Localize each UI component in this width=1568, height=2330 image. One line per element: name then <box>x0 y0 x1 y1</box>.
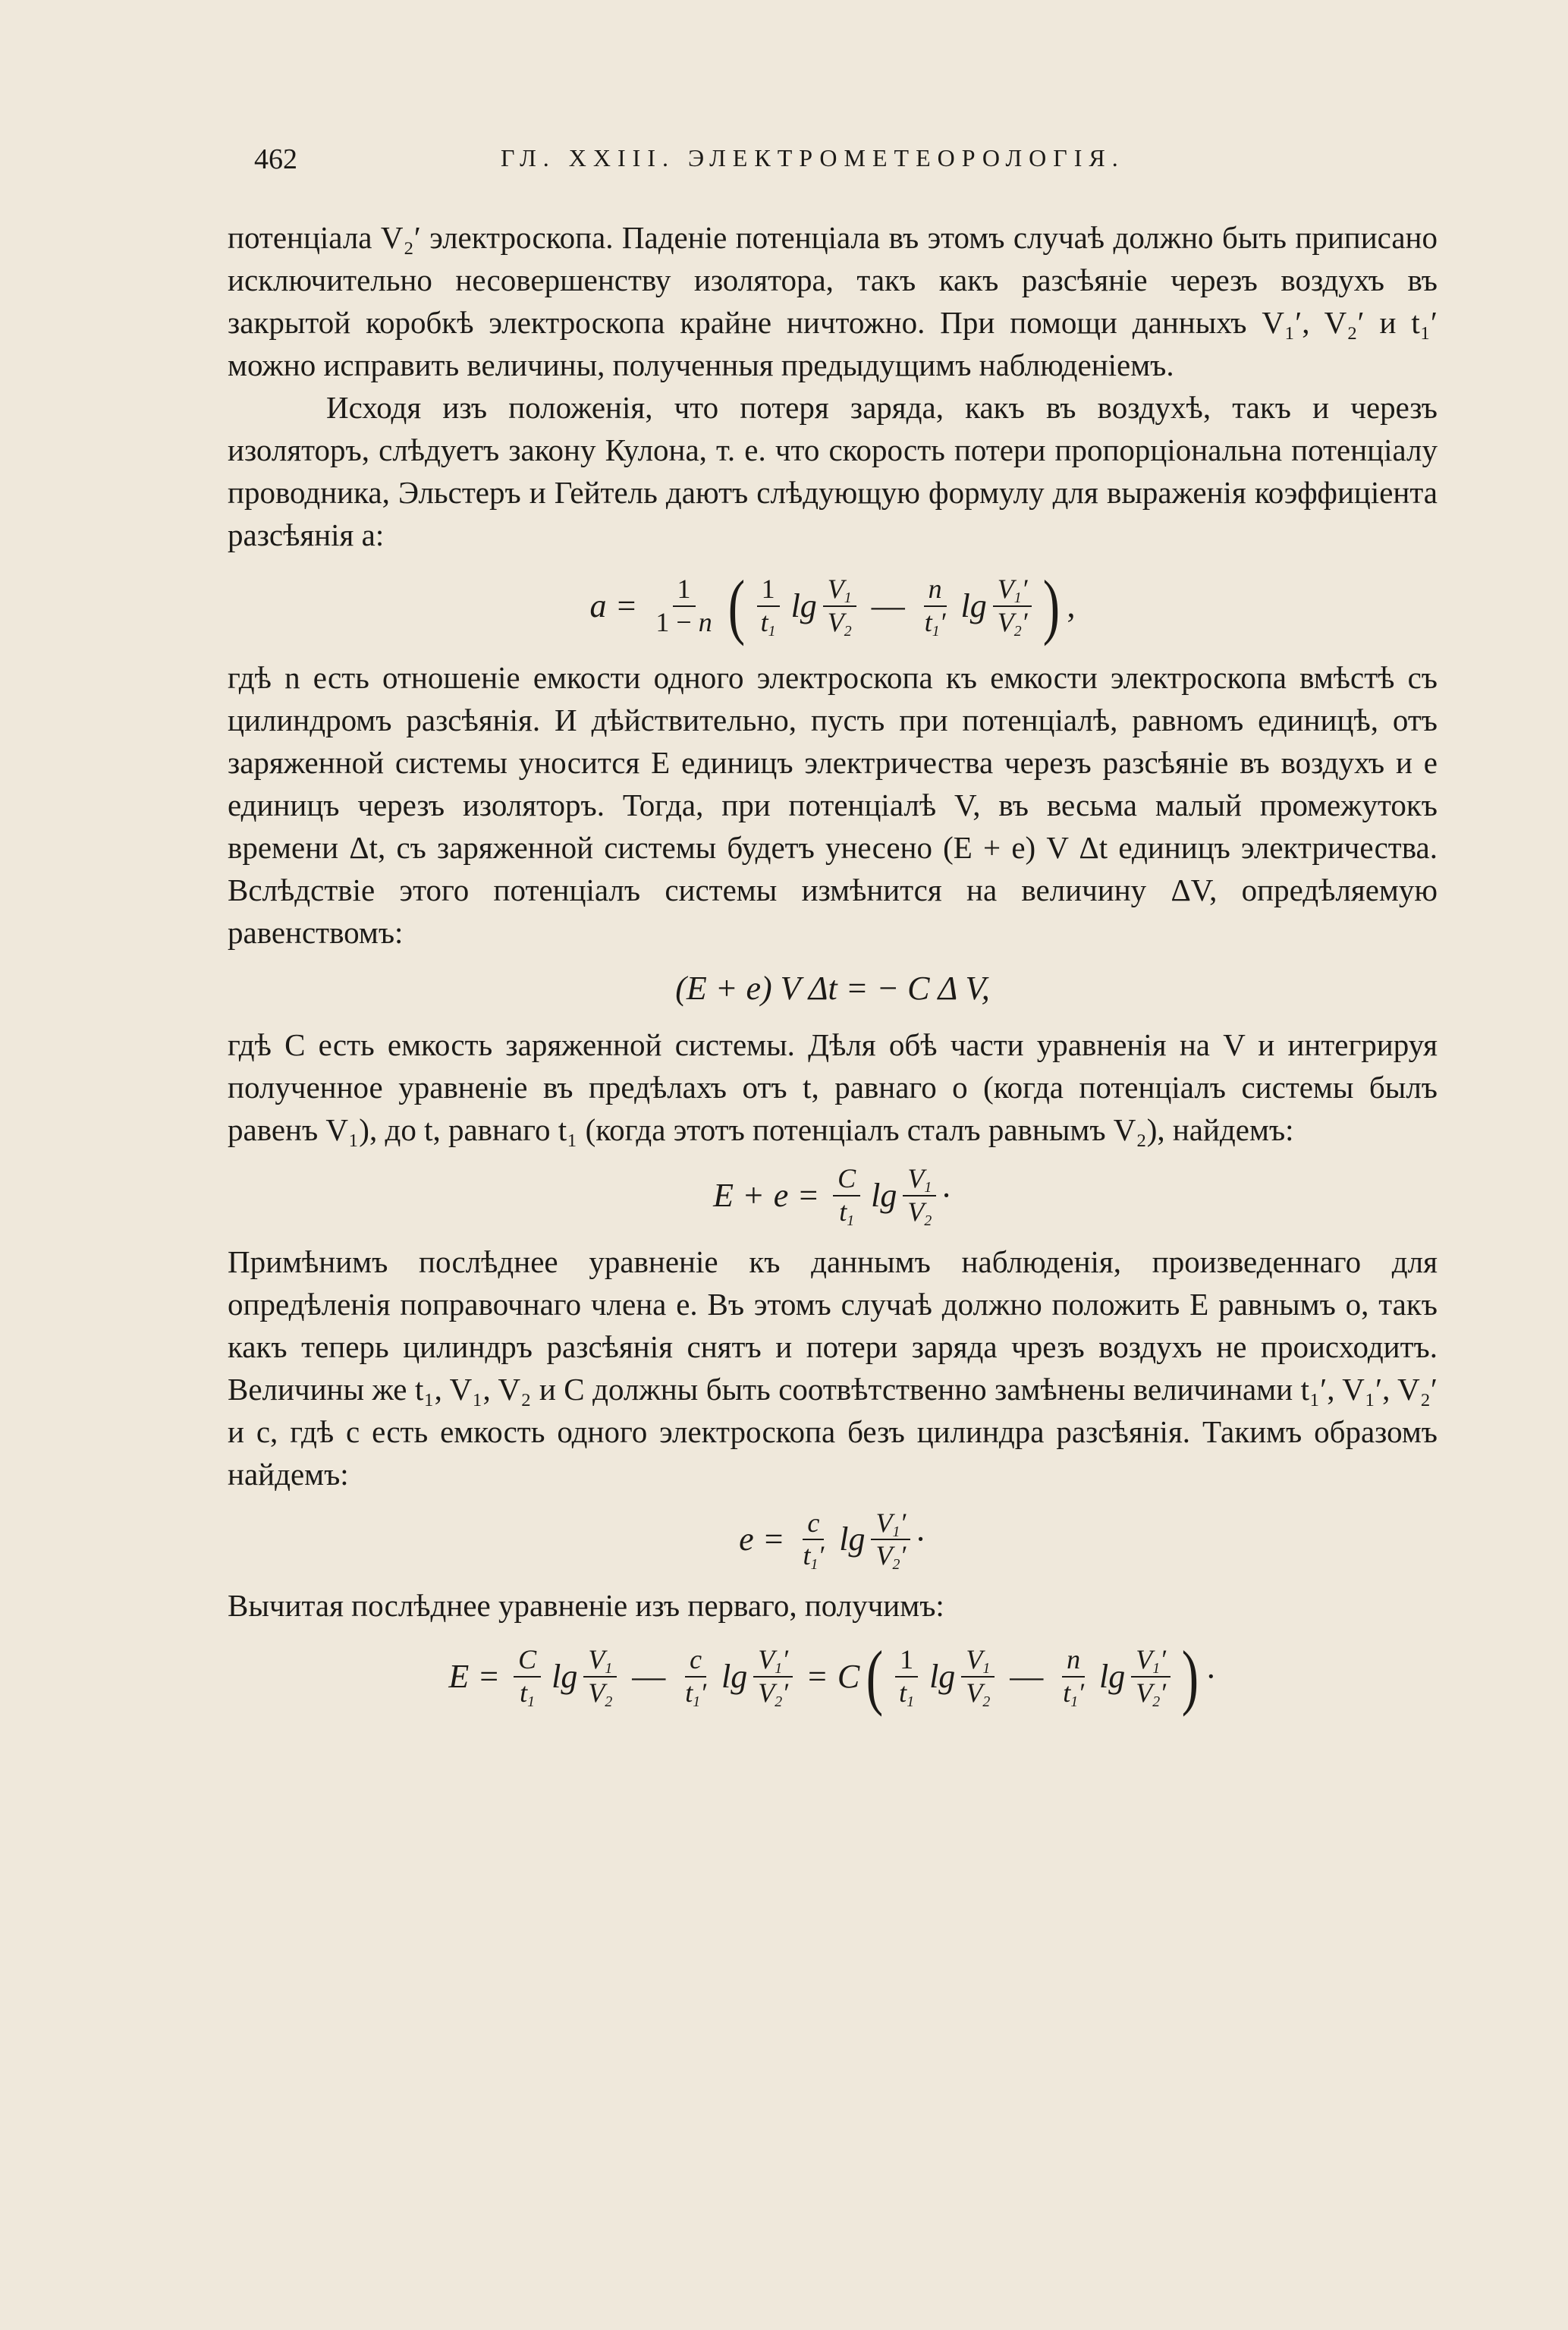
equation-insulator-loss: e = $\frac{c}{t_1'}$ lg $\frac{V_1'}{V_2'}$ · <box>739 1507 926 1574</box>
equation-total-loss: E + e = $\frac{C}{t_1}$ lg $\frac{V_1}{V_2}$ · <box>713 1163 952 1229</box>
equation-charge-loss: (E + e) V Δt = − C Δ V, <box>675 970 990 1007</box>
equation-air-loss: E = $\frac{C}{t_1}$ lg $\frac{V_1}{V_2}$ — $\frac{c}{t_1'}$ lg $\frac{V_1'}{V_2'}$ = C ( $\frac{1}{t_1}$ lg $\frac{V_1}{V_2}$ — $\frac{n}{t_1'}$ lg $\frac{V_1'}{V_2'}$ ) · <box>448 1636 1217 1718</box>
paragraph-2: Исходя изъ положенія, что потеря заряда, какъ въ воздухѣ, такъ и черезъ изоляторъ, слѣдуетъ закону Кулона, т. е. что скорость потери пропорціональна потенціалу проводника, Эльстеръ и Гейтель даютъ слѣдующую формулу для выраженія коэффиціента разсѣянія a: <box>228 390 1438 552</box>
paragraph-3: гдѣ n есть отношеніе емкости одного электроскопа къ емкости электроскопа вмѣстѣ съ цилиндромъ разсѣянія. И дѣйствительно, пусть при потенціалѣ, равномъ единицѣ, отъ заряженной системы уносится E единицъ электричества черезъ разсѣяніе въ воздухъ и e единицъ черезъ изоляторъ. Тогда, при потенціалѣ V, въ весьма малый промежутокъ времени Δt, съ заряженной системы будетъ унесено (E + e) V Δt единицъ электричества. Вслѣдствіе этого потенціалъ системы измѣнится на величину ΔV, опредѣляемую равенствомъ: <box>228 660 1438 950</box>
page-number: 462 <box>254 143 297 175</box>
paragraph-1: потенціала V₂′ электроскопа. Паденіе потенціала въ этомъ случаѣ должно быть приписано исключительно несовершенству изолятора, такъ какъ разсѣяніе черезъ воздухъ въ закрытой коробкѣ электроскопа крайне ничтожно. При помощи данныхъ V₁′, V₂′ и t₁′ можно исправить величины, полученныя предыдущимъ наблюденіемъ. <box>228 220 1438 382</box>
paragraph-5: Примѣнимъ послѣднее уравненіе къ даннымъ наблюденія, произведеннаго для опредѣленія поправочнаго члена e. Въ этомъ случаѣ должно положить E равнымъ o, такъ какъ теперь цилиндръ разсѣянія снятъ и потери заряда чрезъ воздухъ не происходитъ. Величины же t₁, V₁, V₂ и C должны быть соотвѣтственно замѣнены величинами t₁′, V₁′, V₂′ и c, гдѣ c есть емкость одного электроскопа безъ цилиндра разсѣянія. Такимъ образомъ найдемъ: <box>228 1244 1438 1492</box>
text-body <box>228 216 1438 1727</box>
paragraph-4: гдѣ C есть емкость заряженной системы. Дѣля обѣ части уравненія на V и интегрируя полученное уравненіе въ предѣлахъ отъ t, равнаго o (когда потенціалъ системы былъ равенъ V₁), до t, равнаго t₁ (когда этотъ потенціалъ сталъ равнымъ V₂), найдемъ: <box>228 1027 1438 1147</box>
paragraph-6: Вычитая послѣднее уравненіе изъ перваго, получимъ: <box>228 1588 944 1624</box>
running-title: ГЛ. XXIII. ЭЛЕКТРОМЕТЕОРОЛОГІЯ. <box>501 144 1125 171</box>
equation-dissipation-coefficient: a = $\frac{1}{1 - n}$ ( $\frac{1}{t_1}$ lg $\frac{V_1}{V_2}$ — $\frac{n}{t_1'}$ lg $\frac{V_1'}{V_2'}$ ) , <box>589 565 1076 646</box>
